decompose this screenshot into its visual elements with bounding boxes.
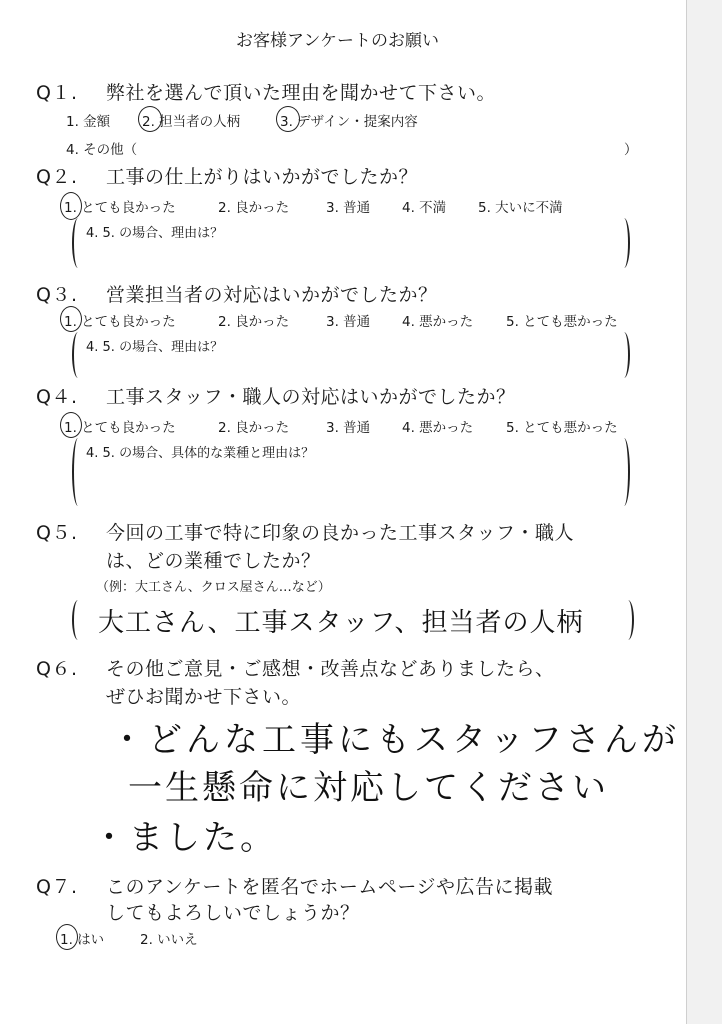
- q3-option-3: 3. 普通: [326, 314, 371, 330]
- q7-option-1: 1. はい: [60, 932, 105, 948]
- q2-reason-prompt: 4. 5. の場合、理由は？: [86, 226, 224, 241]
- q1-option-3: 3. デザイン・提案内容: [280, 114, 418, 130]
- q3-reason-prompt: 4. 5. の場合、理由は？: [86, 340, 224, 355]
- q1-circle-mark-3: [276, 106, 300, 132]
- q6-question-line2: ぜひお聞かせ下さい。: [106, 686, 302, 708]
- q2-question: 工事の仕上がりはいかがでしたか？: [106, 166, 419, 188]
- q4-option-5: 5. とても悪かった: [506, 420, 618, 436]
- q5-answer-close-paren: [624, 600, 634, 640]
- q4-option-1: 1. とても良かった: [64, 420, 176, 436]
- q1-circle-mark-2: [138, 106, 162, 132]
- q4-option-3: 3. 普通: [326, 420, 371, 436]
- q4-reason-close-paren: [620, 438, 630, 506]
- q5-question-line2: は、どの業種でしたか？: [106, 550, 321, 572]
- scan-edge: [686, 0, 722, 1024]
- q2-reason-open-paren: [72, 218, 82, 268]
- q5-handwritten-answer: 大工さん、工事スタッフ、担当者の人柄: [98, 608, 584, 638]
- q3-reason-close-paren: [620, 332, 630, 378]
- q5-question-line1: 今回の工事で特に印象の良かった工事スタッフ・職人: [106, 522, 575, 544]
- q2-option-4: 4. 不満: [402, 200, 447, 216]
- q7-question-line2: してもよろしいでしょうか？: [106, 902, 360, 924]
- q1-question: 弊社を選んで頂いた理由を聞かせて下さい。: [106, 82, 497, 104]
- q7-question-line1: このアンケートを匿名でホームページや広告に掲載: [106, 876, 553, 898]
- q7-option-2: 2. いいえ: [140, 932, 198, 948]
- q1-option-other: 4. その他（: [66, 142, 138, 158]
- q2-reason-close-paren: [620, 218, 630, 268]
- q6-label: Q６.: [36, 658, 78, 680]
- q2-option-2: 2. 良かった: [218, 200, 290, 216]
- q2-option-3: 3. 普通: [326, 200, 371, 216]
- q1-label: Q１.: [36, 82, 78, 104]
- q1-other-close-paren: ）: [624, 142, 638, 158]
- q5-answer-open-paren: [72, 600, 82, 640]
- q6-question-line1: その他ご意見・ご感想・改善点などありましたら、: [106, 658, 555, 680]
- q3-reason-open-paren: [72, 332, 82, 378]
- q3-option-1: 1. とても良かった: [64, 314, 176, 330]
- q3-option-4: 4. 悪かった: [402, 314, 474, 330]
- q5-example: （例：大工さん、クロス屋さん…など）: [96, 580, 331, 595]
- q3-label: Q３.: [36, 284, 78, 306]
- q4-option-2: 2. 良かった: [218, 420, 290, 436]
- q3-option-5: 5. とても悪かった: [506, 314, 618, 330]
- q4-option-4: 4. 悪かった: [402, 420, 474, 436]
- q4-label: Q４.: [36, 386, 78, 408]
- q2-option-1: 1. とても良かった: [64, 200, 176, 216]
- q6-handwritten-line3: ・ました。: [92, 818, 277, 858]
- q5-label: Q５.: [36, 522, 78, 544]
- q3-option-2: 2. 良かった: [218, 314, 290, 330]
- q2-option-5: 5. 大いに不満: [478, 200, 563, 216]
- q1-option-1: 1. 金額: [66, 114, 111, 130]
- q6-handwritten-line1: ・どんな工事にもスタッフさんが: [110, 720, 680, 760]
- q6-handwritten-line2: 一生懸命に対応してください: [128, 768, 609, 808]
- q4-reason-open-paren: [72, 438, 82, 506]
- q2-label: Q２.: [36, 166, 78, 188]
- q3-question: 営業担当者の対応はいかがでしたか？: [106, 284, 438, 306]
- q7-label: Q７.: [36, 876, 78, 898]
- q1-option-2: 2. 担当者の人柄: [142, 114, 241, 130]
- q4-reason-prompt: 4. 5. の場合、具体的な業種と理由は？: [86, 446, 315, 461]
- page-title: お客様アンケートのお願い: [236, 31, 439, 51]
- q4-question: 工事スタッフ・職人の対応はいかがでしたか？: [106, 386, 516, 408]
